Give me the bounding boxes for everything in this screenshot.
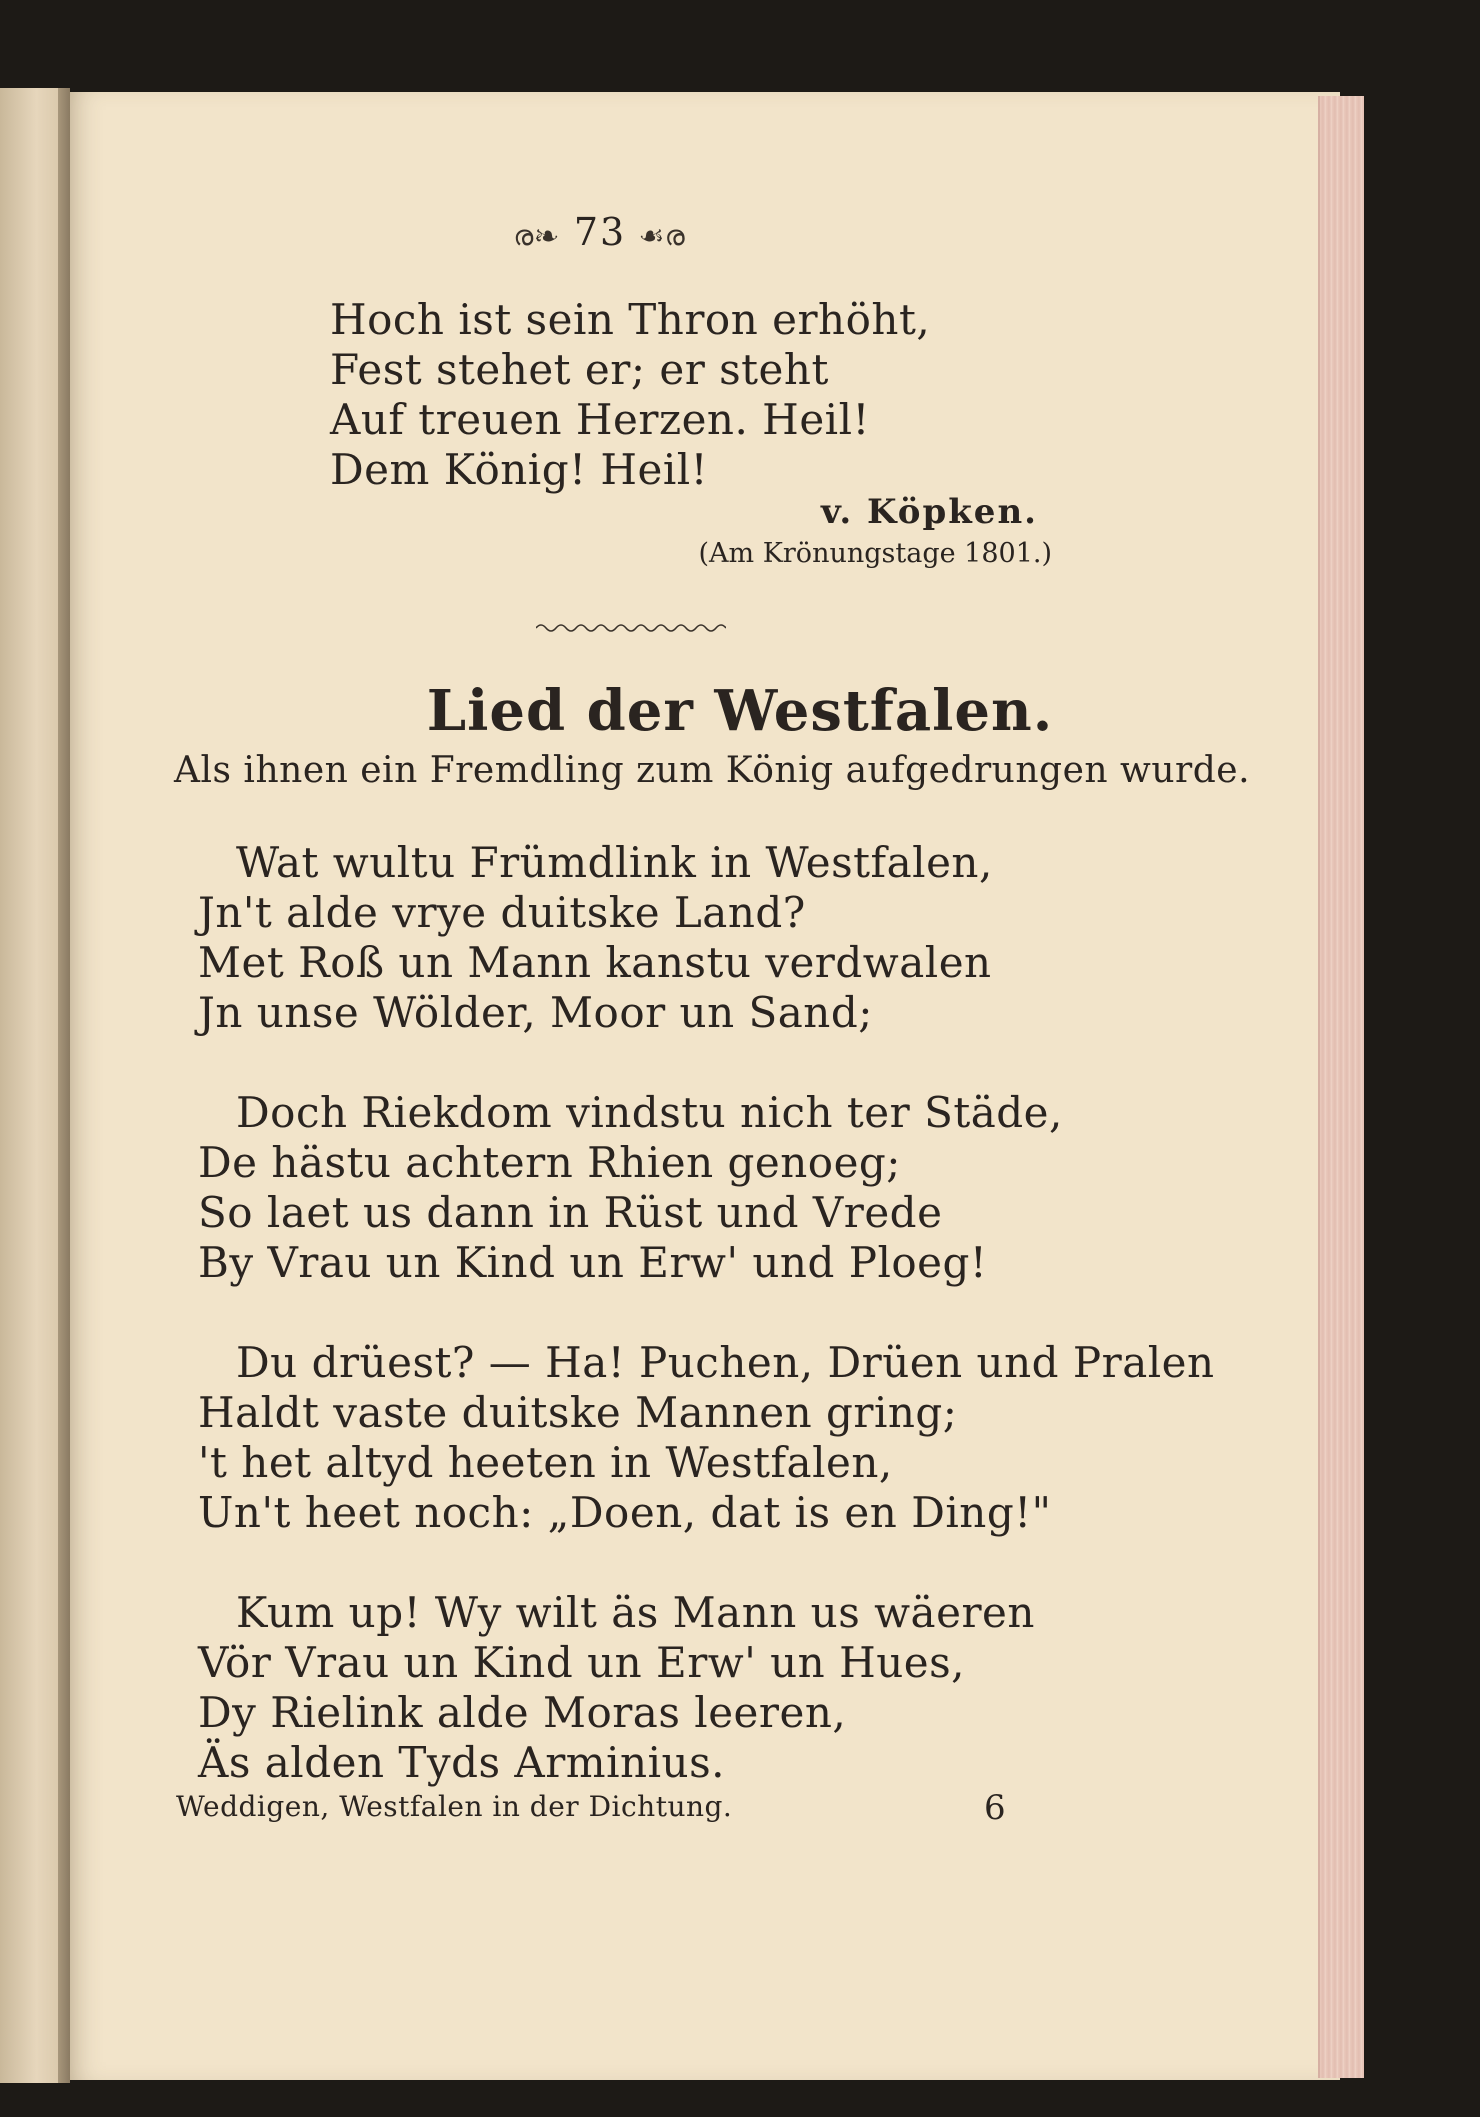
poem1-line-1: Hoch ist sein Thron erhöht, (330, 295, 931, 344)
stanza2-line-3: So laet us dann in Rüst und Vrede (198, 1188, 943, 1237)
page-number: 73 (573, 210, 627, 254)
stanza4-line-1: Kum up! Wy wilt äs Mann us wäeren (236, 1588, 1035, 1637)
poem1-line-4: Dem König! Heil! (330, 445, 709, 494)
stanza2-line-4: By Vrau un Kind un Erw' und Ploeg! (198, 1238, 988, 1287)
stanza2-line-1: Doch Riekdom vindstu nich ter Städe, (236, 1088, 1063, 1137)
poem1-line-3: Auf treuen Herzen. Heil! (330, 395, 870, 444)
stanza1-line-2: Jn't alde vrye duitske Land? (198, 888, 806, 937)
poem2-title: Lied der Westfalen. (426, 678, 1054, 744)
stanza3-line-1: Du drüest? — Ha! Puchen, Drüen und Pralen (236, 1338, 1215, 1387)
poem1-note: (Am Krönungstage 1801.) (698, 538, 1052, 569)
stanza3-line-2: Haldt vaste duitske Mannen gring; (198, 1388, 958, 1437)
stanza3-line-4: Un't heet noch: „Doen, dat is en Ding!" (198, 1488, 1052, 1537)
stanza4-line-2: Vör Vrau un Kind un Erw' un Hues, (198, 1638, 966, 1687)
poem1-author: v. Köpken. (820, 492, 1038, 532)
page-number-header (500, 210, 700, 254)
footer-book-title: Weddigen, Westfalen in der Dichtung. (176, 1790, 733, 1823)
stanza1-line-4: Jn unse Wölder, Moor un Sand; (198, 988, 873, 1037)
stanza1-line-1: Wat wultu Frümdlink in Westfalen, (236, 838, 993, 887)
footer-signature: 6 (984, 1788, 1006, 1828)
section-divider (536, 622, 726, 634)
stanza1-line-3: Met Roß un Mann kanstu verdwalen (198, 938, 992, 987)
ornament-right-icon: ☙ര (640, 219, 687, 252)
ornament-left-icon: ര❧ (513, 219, 560, 252)
stanza3-line-3: 't het altyd heeten in Westfalen, (198, 1438, 893, 1487)
poem1-line-2: Fest stehet er; er steht (330, 345, 829, 394)
poem2-subtitle: Als ihnen ein Fremdling zum König aufgedrungen wurde. (174, 750, 1251, 791)
stanza4-line-4: Äs alden Tyds Arminius. (198, 1738, 725, 1787)
stanza2-line-2: De hästu achtern Rhien genoeg; (198, 1138, 901, 1187)
stanza4-line-3: Dy Rielink alde Moras leeren, (198, 1688, 847, 1737)
